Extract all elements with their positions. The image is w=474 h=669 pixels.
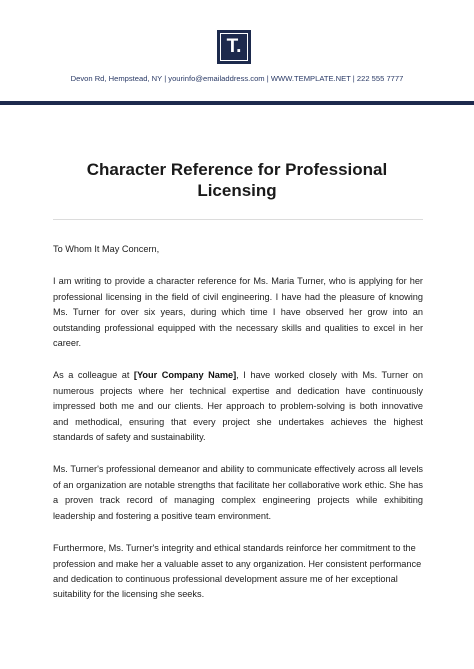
paragraph-3: Ms. Turner's professional demeanor and ability to communicate effectively across all levels of an organization are notable strengths that facilitate her collaborative work ethic. She has a proven track record of managing complex engineering projects while exhibiting leadership and fostering a positive team environment. <box>53 464 423 521</box>
title-divider <box>53 219 423 220</box>
document-title <box>60 159 414 201</box>
paragraph-2-intro: As a colleague at <box>53 370 134 381</box>
header-divider <box>0 101 474 105</box>
title-line-2: Licensing <box>197 181 277 200</box>
paragraph-1: I am writing to provide a character reference for Ms. Maria Turner, who is applying for her professional licensing in the field of civil engineering. I have had the pleasure of knowing Ms. Turner for over six years, during which time I have observed her grow into an outstanding professional equipped with the necessary skills and qualities to excel in her career. <box>53 276 423 349</box>
company-logo <box>217 30 251 64</box>
paragraph-4: Furthermore, Ms. Turner's integrity and ethical standards reinforce her commitment to the profession and make her a valuable asset to any organization. Her consistent performance and dedication to continuous professional development assure me of her exceptional suitability for the licensing she seeks. <box>53 543 422 600</box>
title-line-1: Character Reference for Professional <box>86 160 388 179</box>
paragraph-2-rest: , I have worked closely with Ms. Turner on numerous projects where her technical expertise and dedication have continuously impressed both me and our clients. Her approach to problem-solving is both innovative and methodical, ensuring that every project she undertakes achieves the highest standards of safety and sustainability. <box>53 370 423 443</box>
salutation: To Whom It May Concern, <box>53 244 160 254</box>
logo-letter: T. <box>220 33 248 61</box>
paragraph-2 <box>53 368 423 445</box>
contact-info-line: Devon Rd, Hempstead, NY | yourinfo@emailaddress.com | WWW.TEMPLATE.NET | 222 555 7777 <box>70 74 404 83</box>
letter-body <box>53 242 423 620</box>
company-name-placeholder: [Your Company Name] <box>133 370 237 381</box>
